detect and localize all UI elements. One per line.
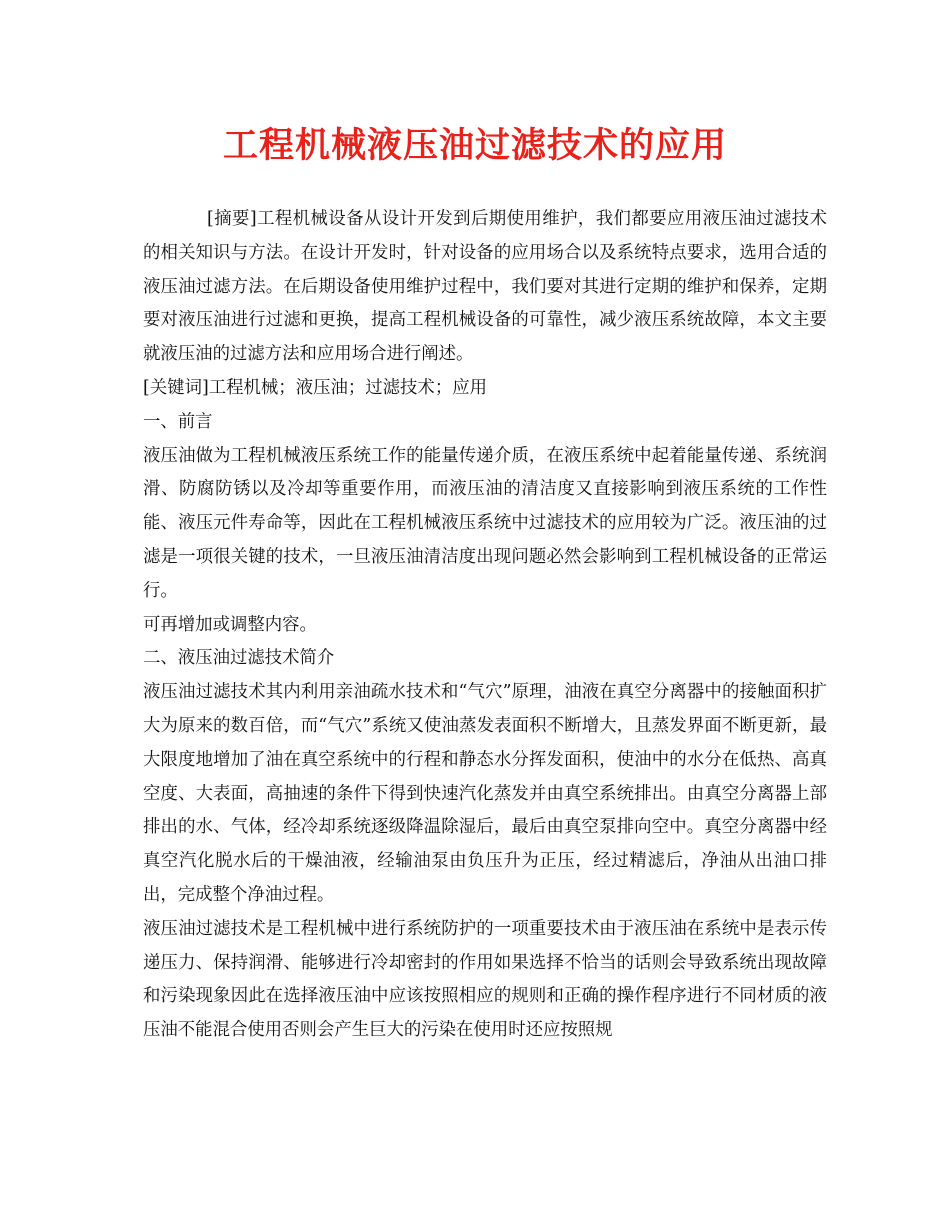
document-body (143, 203, 827, 1048)
body-paragraph: 液压油过滤技术是工程机械中进行系统防护的一项重要技术由于液压油在系统中是表示传递压力、保持润滑、能够进行冷却密封的作用如果选择不恰当的话则会导致系统出现故障和污染现象因此在选择液压油中应该按照相应的规则和正确的操作程序进行不同材质的液压油不能混合使用否则会产生巨大的污染在使用时还应按照规 (143, 918, 827, 1041)
body-paragraph: 液压油过滤技术其内利用亲油疏水技术和“气穴”原理，油液在真空分离器中的接触面积扩大为原来的数百倍，而“气穴”系统又使油蒸发表面积不断增大，且蒸发界面不断更新，最大限度地增加了油在真空系统中的行程和静态水分挥发面积，使油中的水分在低热、高真空度、大表面，高抽速的条件下得到快速汽化蒸发并由真空系统排出。由真空分离器上部排出的水、气体，经冷却系统逐级降温除湿后，最后由真空泵排向空中。真空分离器中经真空汽化脱水后的干燥油液，经输油泵由负压升为正压，经过精滤后，净油从出油口排出，完成整个净油过程。 (143, 682, 827, 905)
body-paragraph: 可再增加或调整内容。 (143, 614, 317, 635)
body-paragraph: 液压油做为工程机械液压系统工作的能量传递介质，在液压系统中起着能量传递、系统润滑、防腐防锈以及冷却等重要作用，而液压油的清洁度又直接影响到液压系统的工作性能、液压元件寿命等，因此在工程机械液压系统中过滤技术的应用较为广泛。液压油的过滤是一项很关键的技术，一旦液压油清洁度出现问题必然会影响到工程机械设备的正常运行。 (143, 445, 827, 601)
section-heading-1: 一、前言 (143, 411, 213, 432)
section-heading-2: 二、液压油过滤技术简介 (143, 648, 335, 669)
keywords-paragraph: [关键词]工程机械；液压油；过滤技术；应用 (143, 377, 487, 398)
document-title: 工程机械液压油过滤技术的应用 (222, 125, 727, 166)
abstract-paragraph: [摘要]工程机械设备从设计开发到后期使用维护，我们都要应用液压油过滤技术的相关知识与方法。在设计开发时，针对设备的应用场合以及系统特点要求，选用合适的液压油过滤方法。在后期设备使用维护过程中，我们要对其进行定期的维护和保养，定期要对液压油进行过滤和更换，提高工程机械设备的可靠性，减少液压系统故障，本文主要就液压油的过滤方法和应用场合进行阐述。 (143, 209, 827, 365)
